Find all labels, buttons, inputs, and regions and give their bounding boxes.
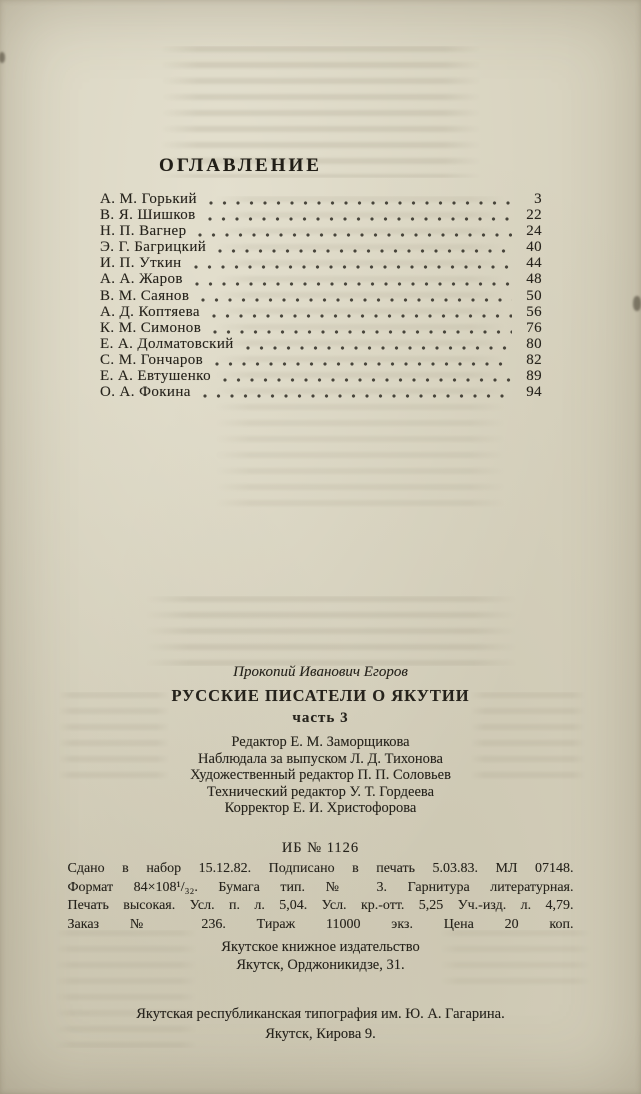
toc-page-number: 24 [526, 223, 542, 240]
toc-page-number: 44 [526, 255, 542, 272]
staff-line: Художественный редактор П. П. Соловьев [190, 767, 451, 783]
toc-author-name: И. П. Уткин [100, 255, 182, 272]
toc-entry [100, 384, 542, 400]
toc-author-name: А. М. Горький [100, 191, 197, 207]
print-info [68, 860, 574, 934]
toc-entry [100, 352, 542, 368]
printer-address: Якутск, Кирова 9. [265, 1026, 376, 1042]
toc-entry [100, 239, 542, 255]
print-info-line: Печать высокая. Усл. п. л. 5,04. Усл. кр.-отт. 5,25 Уч.-изд. л. 4,79. [67, 898, 574, 913]
toc-author-name: Е. А. Долматовский [100, 335, 234, 352]
dot-leader [223, 369, 512, 382]
publisher-name: Якутское книжное издательство [221, 939, 420, 955]
toc-author-name: А. Д. Коптяева [100, 303, 200, 320]
toc-page-number: 50 [526, 287, 542, 304]
toc-page-number: 3 [534, 191, 542, 207]
print-info-line: Формат 84×108¹/₃₂. Бумага тип. № 3. Гарнитура литературная. [67, 879, 574, 895]
toc-author-name: В. Я. Шишков [100, 207, 196, 224]
toc-page-number: 56 [526, 303, 542, 320]
dot-leader [212, 305, 512, 318]
ib-number: ИБ № 1126 [281, 840, 360, 856]
toc-page-number: 22 [526, 207, 542, 224]
page-title: ОГЛАВЛЕНИЕ [159, 155, 322, 176]
publisher-address: Якутск, Орджоникидзе, 31. [236, 957, 405, 973]
toc-page-number: 89 [526, 368, 542, 385]
bleedthrough-texture [145, 596, 517, 666]
staff-line: Наблюдала за выпуском Л. Д. Тихонова [198, 750, 443, 767]
toc-entry [100, 336, 542, 352]
dot-leader [215, 353, 512, 366]
printer-name: Якутская республиканская типография им. Ю. А. Гагарина. [136, 1006, 505, 1022]
toc-entry [100, 207, 542, 223]
toc-entry [100, 223, 542, 239]
ink-speck [633, 296, 641, 311]
staff-line: Корректор Е. И. Христофорова [224, 800, 417, 816]
dot-leader [194, 256, 512, 269]
toc-author-name: Н. П. Вагнер [100, 223, 187, 240]
toc-entry [100, 304, 542, 320]
print-info-line: Заказ № 236. Тираж 11000 экз. Цена 20 коп. [67, 916, 574, 932]
toc-author-name: Э. Г. Багрицкий [100, 239, 207, 256]
toc-page-number: 76 [526, 319, 542, 336]
toc-entry [100, 271, 542, 287]
toc-page-number: 94 [526, 384, 542, 401]
dot-leader [246, 337, 512, 350]
book-part: часть 3 [292, 710, 349, 726]
toc-page-number: 40 [526, 239, 542, 256]
toc-author-name: А. А. Жаров [100, 271, 183, 288]
toc-entry [100, 191, 542, 207]
table-of-contents [100, 191, 542, 400]
toc-entry [100, 368, 542, 384]
dot-leader [195, 273, 512, 286]
publisher-info [0, 938, 641, 974]
toc-author-name: В. М. Саянов [100, 287, 190, 304]
dot-leader [218, 240, 512, 253]
printer-info [0, 1004, 641, 1044]
toc-author-name: К. М. Симонов [100, 319, 202, 336]
toc-author-name: Е. А. Евтушенко [100, 368, 211, 385]
dot-leader [203, 385, 512, 398]
colophon-author: Прокопий Иванович Егоров [233, 664, 408, 680]
book-title: РУССКИЕ ПИСАТЕЛИ О ЯКУТИИ [171, 686, 470, 705]
dot-leader [209, 192, 512, 205]
toc-author-name: С. М. Гончаров [100, 351, 204, 368]
staff-line: Технический редактор У. Т. Гордеева [206, 783, 435, 800]
toc-page-number: 82 [526, 351, 542, 368]
toc-page-number: 48 [526, 271, 542, 288]
ink-speck [0, 52, 5, 63]
toc-entry [100, 288, 542, 304]
toc-entry [100, 320, 542, 336]
toc-author-name: О. А. Фокина [100, 384, 191, 401]
dot-leader [201, 289, 512, 302]
dot-leader [198, 224, 512, 237]
staff-list [0, 734, 641, 817]
toc-entry [100, 255, 542, 271]
print-info-line: Сдано в набор 15.12.82. Подписано в печать 5.03.83. МЛ 07148. [67, 861, 574, 876]
dot-leader [213, 321, 512, 334]
staff-line: Редактор Е. М. Заморщикова [231, 734, 410, 750]
dot-leader [208, 208, 512, 221]
toc-page-number: 80 [526, 335, 542, 352]
